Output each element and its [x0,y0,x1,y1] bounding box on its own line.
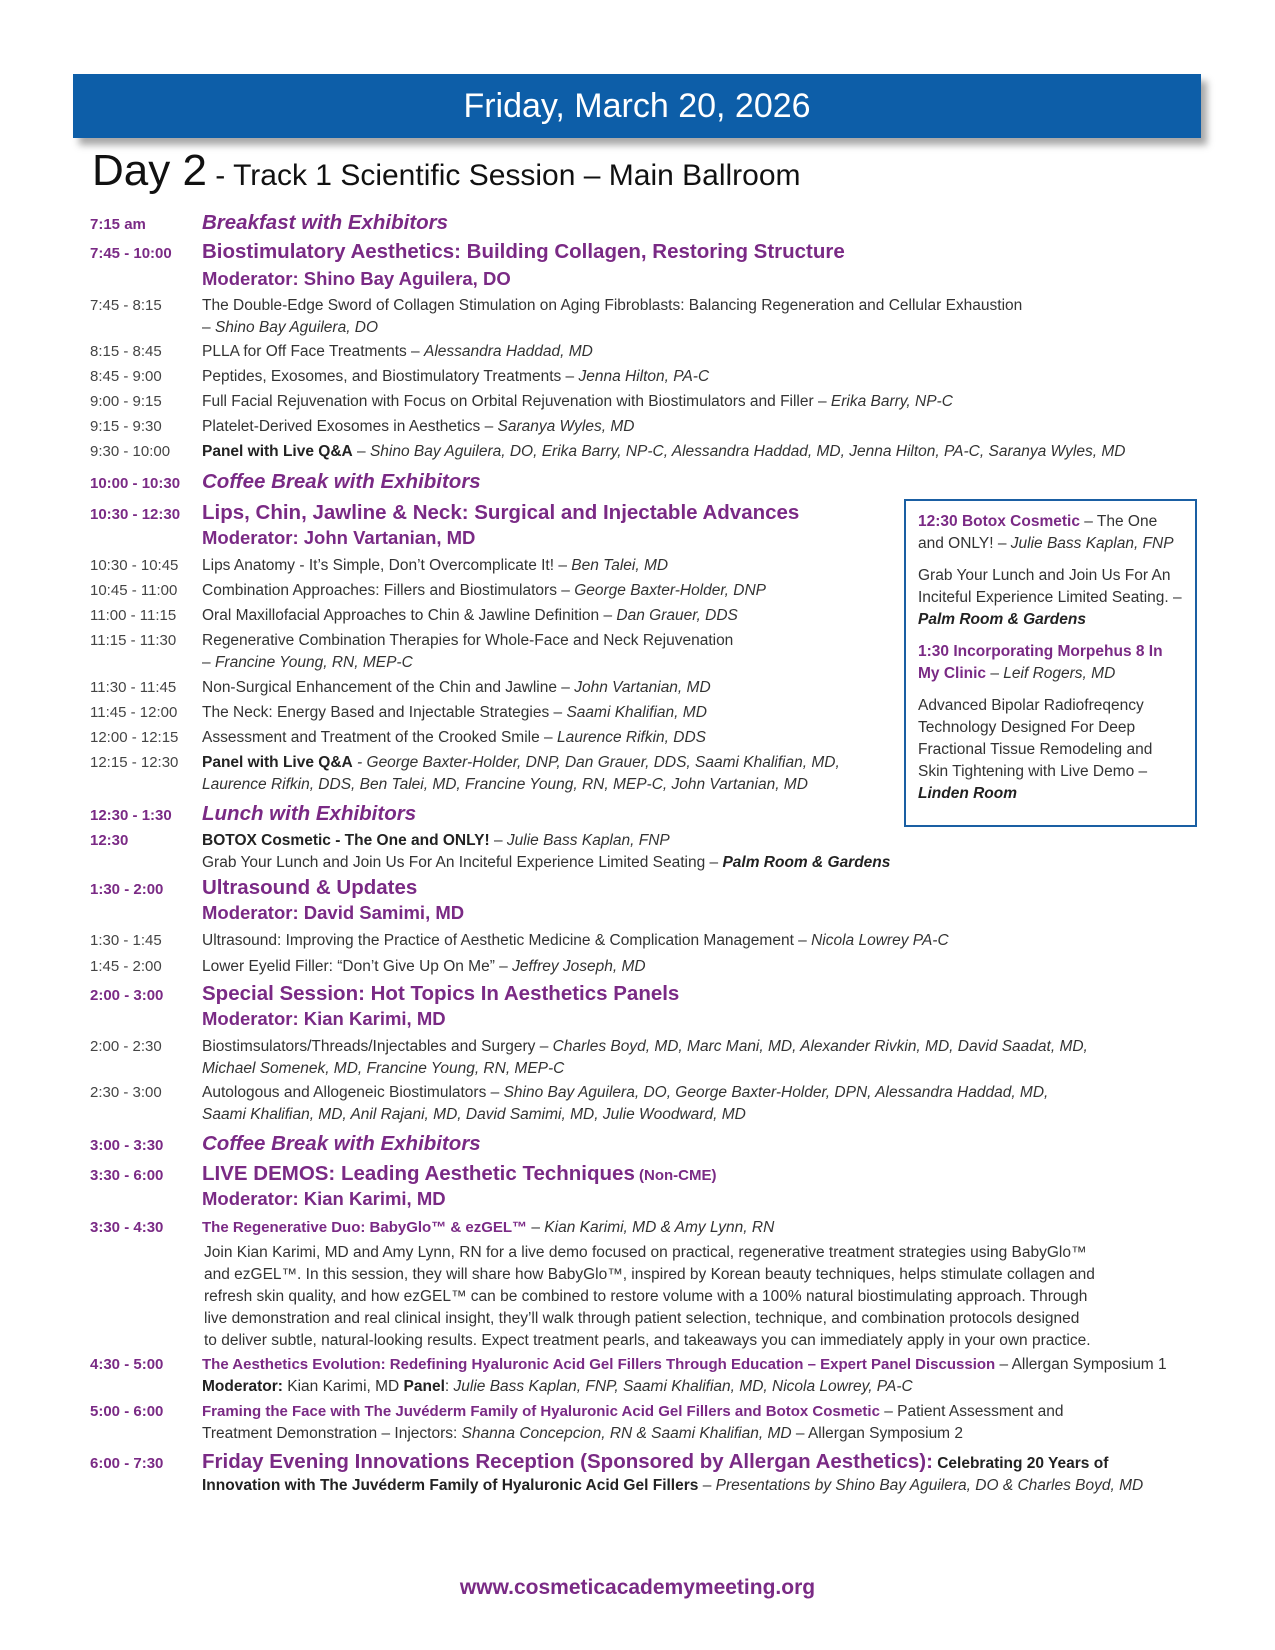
sidebox-lunch-note: Grab Your Lunch and Join Us For An Inciteful Experience Limited Seating. – Palm Room & Gardens [918,567,1182,628]
row-title: Peptides, Exosomes, and Biostimulatory Treatments – Jenna Hilton, PA-C [202,368,710,385]
room-label: Palm Room & Gardens [722,854,891,871]
row-time: 7:45 - 10:00 [90,245,172,262]
row-time: 8:15 - 8:45 [90,343,162,360]
sidebox-morpheus: 1:30 Incorporating Morpehus 8 In My Clinic – Leif Rogers, MD [918,643,1163,682]
row-time: 12:00 - 12:15 [90,729,179,746]
row-detail: Moderator: Kian Karimi, MD Panel: Julie Bass Kaplan, FNP, Saami Khalifian, MD, Nicola Lowrey, PA-C [202,1378,913,1395]
row-speaker: Presentations by Shino Bay Aguilera, DO & Charles Boyd, MD [715,1477,1144,1494]
demo-title: The Regenerative Duo: BabyGlo™ & ezGEL™ [202,1219,528,1236]
row-time: 9:00 - 9:15 [90,393,162,410]
session-moderator: Moderator: John Vartanian, MD [202,527,476,548]
row-time: 6:00 - 7:30 [90,1455,164,1472]
row-speaker: Michael Somenek, MD, Francine Young, RN, MEP-C [202,1060,565,1077]
symposium-title: The Aesthetics Evolution: Redefining Hyaluronic Acid Gel Fillers Through Education – Expert Panel Discussion [202,1356,996,1373]
row-title: Coffee Break with Exhibitors [202,1132,481,1155]
row-time: 7:15 am [90,216,146,233]
row-time: 1:30 - 1:45 [90,932,162,949]
row-title: Ultrasound: Improving the Practice of Aesthetic Medicine & Complication Management – Nicola Lowrey PA-C [202,932,949,949]
sidebox-title: 12:30 Botox Cosmetic [918,513,1080,530]
row-time: 12:15 - 12:30 [90,754,179,771]
row-title: Coffee Break with Exhibitors [202,470,481,493]
row-title: Oral Maxillofacial Approaches to Chin & Jawline Definition – Dan Grauer, DDS [202,607,738,624]
row-title: PLLA for Off Face Treatments – Alessandra Haddad, MD [202,343,593,360]
row-speaker: Kian Karimi, MD & Amy Lynn, RN [544,1219,775,1236]
row-time: 11:00 - 11:15 [90,607,177,624]
reception-subtitle: Innovation with The Juvéderm Family of Hyaluronic Acid Gel Fillers [202,1477,699,1494]
row-detail: Treatment Demonstration – Injectors: Shanna Concepcion, RN & Saami Khalifian, MD – Allergan Symposium 2 [202,1425,964,1442]
panel-label: Panel [403,1378,445,1395]
row-speaker: Nicola Lowrey PA-C [811,932,949,949]
row-time: 5:00 - 6:00 [90,1403,164,1420]
row-time: 11:45 - 12:00 [90,704,178,721]
demo-description-line: live demonstration and real clinical insight, they’ll walk through patient selection, technique, and combination protocols designed [204,1310,1080,1327]
row-speaker: Saranya Wyles, MD [497,418,635,435]
row-speaker: Francine Young, RN, MEP-C [214,654,413,671]
row-title: BOTOX Cosmetic - The One and ONLY! – Julie Bass Kaplan, FNP [202,832,670,849]
row-title: Assessment and Treatment of the Crooked Smile – Laurence Rifkin, DDS [202,729,706,746]
row-speaker: Julie Bass Kaplan, FNP, Saami Khalifian, MD, Nicola Lowrey, PA-C [453,1378,913,1395]
row-title: Breakfast with Exhibitors [202,211,449,234]
row-speaker: Shanna Concepcion, RN & Saami Khalifian, MD [461,1425,792,1442]
row-time: 2:00 - 2:30 [90,1038,162,1055]
row-speaker: Jeffrey Joseph, MD [512,958,646,975]
row-title: Lower Eyelid Filler: “Don’t Give Up On Me” – Jeffrey Joseph, MD [202,958,646,975]
session-moderator: Moderator: David Samimi, MD [202,902,465,923]
session-title-line [202,1162,717,1186]
row-speaker: Dan Grauer, DDS [616,607,738,624]
row-detail: Grab Your Lunch and Join Us For An Inciteful Experience Limited Seating – Palm Room & Gardens [202,854,891,871]
session-title: Biostimulatory Aesthetics: Building Collagen, Restoring Structure [202,240,845,263]
moderator-label: Moderator: [202,1378,283,1395]
row-speaker: Saami Khalifian, MD, Anil Rajani, MD, David Samimi, MD, Julie Woodward, MD [202,1106,746,1123]
session-title: LIVE DEMOS: Leading Aesthetic Techniques [202,1162,635,1185]
row-title: The Double-Edge Sword of Collagen Stimulation on Aging Fibroblasts: Balancing Regeneration and Cellular Exhaustion [202,297,1023,314]
sidebox-botox: 12:30 Botox Cosmetic – The One and ONLY! – Julie Bass Kaplan, FNP [918,513,1174,552]
row-time: 11:15 - 11:30 [90,632,177,649]
row-speaker: Laurence Rifkin, DDS [556,729,706,746]
row-time: 1:45 - 2:00 [90,958,162,975]
row-title: Autologous and Allogeneic Biostimulators – Shino Bay Aguilera, DO, George Baxter-Holder, DPN, Alessandra Haddad, MD, [202,1084,1049,1101]
row-time: 12:30 - 1:30 [90,807,172,824]
row-title: Lunch with Exhibitors [202,802,417,825]
panel-label: Panel with Live Q&A [202,754,353,771]
row-time: 8:45 - 9:00 [90,368,162,385]
row-title: Combination Approaches: Fillers and Biostimulators – George Baxter-Holder, DNP [202,582,767,599]
row-time: 3:00 - 3:30 [90,1137,164,1154]
row-speaker: Julie Bass Kaplan, FNP [506,832,670,849]
row-time: 3:30 - 6:00 [90,1167,164,1184]
demo-description-line: Join Kian Karimi, MD and Amy Lynn, RN for a live demo focused on practical, regenerative treatment strategies using BabyGlo™ [204,1244,1087,1261]
row-title [202,1450,1108,1474]
track-label: - Track 1 Scientific Session – Main Ballroom [206,159,801,192]
row-title: Platelet-Derived Exosomes in Aesthetics – Saranya Wyles, MD [202,418,635,435]
row-speaker: Laurence Rifkin, DDS, Ben Talei, MD, Francine Young, RN, MEP-C, John Vartanian, MD [202,776,808,793]
panel-label: Panel with Live Q&A [202,443,353,460]
sidebox-rf-note: Advanced Bipolar Radiofreqency Technology Designed For Deep Fractional Tissue Remodeling and Skin Tightening with Live Demo – Linden Room [918,697,1153,802]
page-title [92,146,801,196]
row-time: 10:45 - 11:00 [90,582,178,599]
sidebox-speaker: Julie Bass Kaplan, FNP [1010,535,1174,552]
symposium-title: Framing the Face with The Juvéderm Family of Hyaluronic Acid Gel Fillers and Botox Cosmetic [202,1403,880,1420]
session-title: Ultrasound & Updates [202,876,418,899]
row-detail: Innovation with The Juvéderm Family of Hyaluronic Acid Gel Fillers – Presentations by Shino Bay Aguilera, DO & Charles Boyd, MD [202,1477,1144,1494]
row-speaker: Saami Khalifian, MD [566,704,707,721]
row-time: 10:30 - 12:30 [90,506,181,523]
row-title: Lips Anatomy - It’s Simple, Don’t Overcomplicate It! – Ben Talei, MD [202,557,669,574]
session-title: Special Session: Hot Topics In Aesthetics Panels [202,982,680,1005]
row-speaker-line: – Shino Bay Aguilera, DO [202,319,379,336]
row-speaker: Alessandra Haddad, MD [424,343,593,360]
row-time: 10:00 - 10:30 [90,475,181,492]
row-time: 1:30 - 2:00 [90,881,164,898]
day-label: Day 2 [92,146,207,195]
row-title: Non-Surgical Enhancement of the Chin and Jawline – John Vartanian, MD [202,679,711,696]
row-speaker: - George Baxter-Holder, DNP, Dan Grauer, DDS, Saami Khalifian, MD, [352,754,840,771]
demo-description-line: refresh skin quality, and how ezGEL™ can be combined to restore volume with a 100% natural biostimulating approach. Through [204,1288,1088,1305]
row-time: 11:30 - 11:45 [90,679,177,696]
row-title: The Aesthetics Evolution: Redefining Hyaluronic Acid Gel Fillers Through Education – Expert Panel Discussion – Allergan Symposium 1 [202,1356,1167,1373]
row-speaker: John Vartanian, MD [574,679,711,696]
row-title: Biostimsulators/Threads/Injectables and Surgery – Charles Boyd, MD, Marc Mani, MD, Alexander Rivkin, MD, David Saadat, MD, [202,1038,1088,1055]
session-moderator: Moderator: Kian Karimi, MD [202,1188,446,1209]
row-speaker: Shino Bay Aguilera, DO, George Baxter-Holder, DPN, Alessandra Haddad, MD, [503,1084,1049,1101]
row-speaker: George Baxter-Holder, DNP [574,582,767,599]
reception-subtitle: Celebrating 20 Years of [932,1455,1109,1472]
session-moderator: Moderator: Kian Karimi, MD [202,1008,446,1029]
demo-description-line: to deliver subtle, natural-looking results. Expect treatment pearls, and takeaways you can immediately apply in your own practice. [204,1332,1091,1349]
row-speaker: Shino Bay Aguilera, DO, Erika Barry, NP-C, Alessandra Haddad, MD, Jenna Hilton, PA-C, Saranya Wyles, MD [369,443,1126,460]
session-title: Lips, Chin, Jawline & Neck: Surgical and Injectable Advances [202,501,800,524]
botox-label: BOTOX Cosmetic - The One and ONLY! [202,832,490,849]
row-time: 2:30 - 3:00 [90,1084,162,1101]
row-title: Framing the Face with The Juvéderm Family of Hyaluronic Acid Gel Fillers and Botox Cosmetic – Patient Assessment and [202,1403,1064,1420]
row-title: Full Facial Rejuvenation with Focus on Orbital Rejuvenation with Biostimulators and Filler – Erika Barry, NP-C [202,393,953,410]
row-speaker: Charles Boyd, MD, Marc Mani, MD, Alexander Rivkin, MD, David Saadat, MD, [552,1038,1088,1055]
reception-title: Friday Evening Innovations Reception (Sponsored by Allergan Aesthetics): [202,1450,933,1473]
room-label: Palm Room & Gardens [918,611,1086,628]
sidebox-speaker: Leif Rogers, MD [1003,665,1116,682]
row-time: 3:30 - 4:30 [90,1219,164,1236]
row-speaker: Ben Talei, MD [571,557,669,574]
row-speaker: Erika Barry, NP-C [830,393,953,410]
row-title: The Neck: Energy Based and Injectable Strategies – Saami Khalifian, MD [202,704,707,721]
row-time: 12:30 [90,832,129,849]
row-time: 7:45 - 8:15 [90,297,162,314]
demo-description-line: and ezGEL™. In this session, they will share how BabyGlo™, inspired by Korean beauty techniques, helps stimulate collagen and [204,1266,1095,1283]
row-speaker-line: – Francine Young, RN, MEP-C [202,654,413,671]
row-title: The Regenerative Duo: BabyGlo™ & ezGEL™ – Kian Karimi, MD & Amy Lynn, RN [202,1219,775,1236]
row-speaker: Shino Bay Aguilera, DO [214,319,379,336]
row-time: 4:30 - 5:00 [90,1356,164,1373]
room-label: Linden Room [918,785,1018,802]
row-title: Panel with Live Q&A – Shino Bay Aguilera, DO, Erika Barry, NP-C, Alessandra Haddad, MD, Jenna Hilton, PA-C, Saranya Wyles, MD [202,443,1126,460]
row-title [202,754,840,772]
row-time: 2:00 - 3:00 [90,987,164,1004]
sidebox-title: 1:30 Incorporating Morpehus 8 In My Clinic [918,643,1163,682]
row-time: 9:30 - 10:00 [90,443,171,460]
website-link[interactable]: www.cosmeticacademymeeting.org [459,1576,816,1599]
row-title: Regenerative Combination Therapies for Whole-Face and Neck Rejuvenation [202,632,734,649]
row-time: 9:15 - 9:30 [90,418,162,435]
non-cme-note: (Non-CME) [634,1167,717,1184]
date-banner: Friday, March 20, 2026 [73,74,1201,138]
row-speaker: Jenna Hilton, PA-C [578,368,710,385]
row-time: 10:30 - 10:45 [90,557,179,574]
lunch-sessions-box [904,499,1197,827]
session-moderator: Moderator: Shino Bay Aguilera, DO [202,268,511,289]
